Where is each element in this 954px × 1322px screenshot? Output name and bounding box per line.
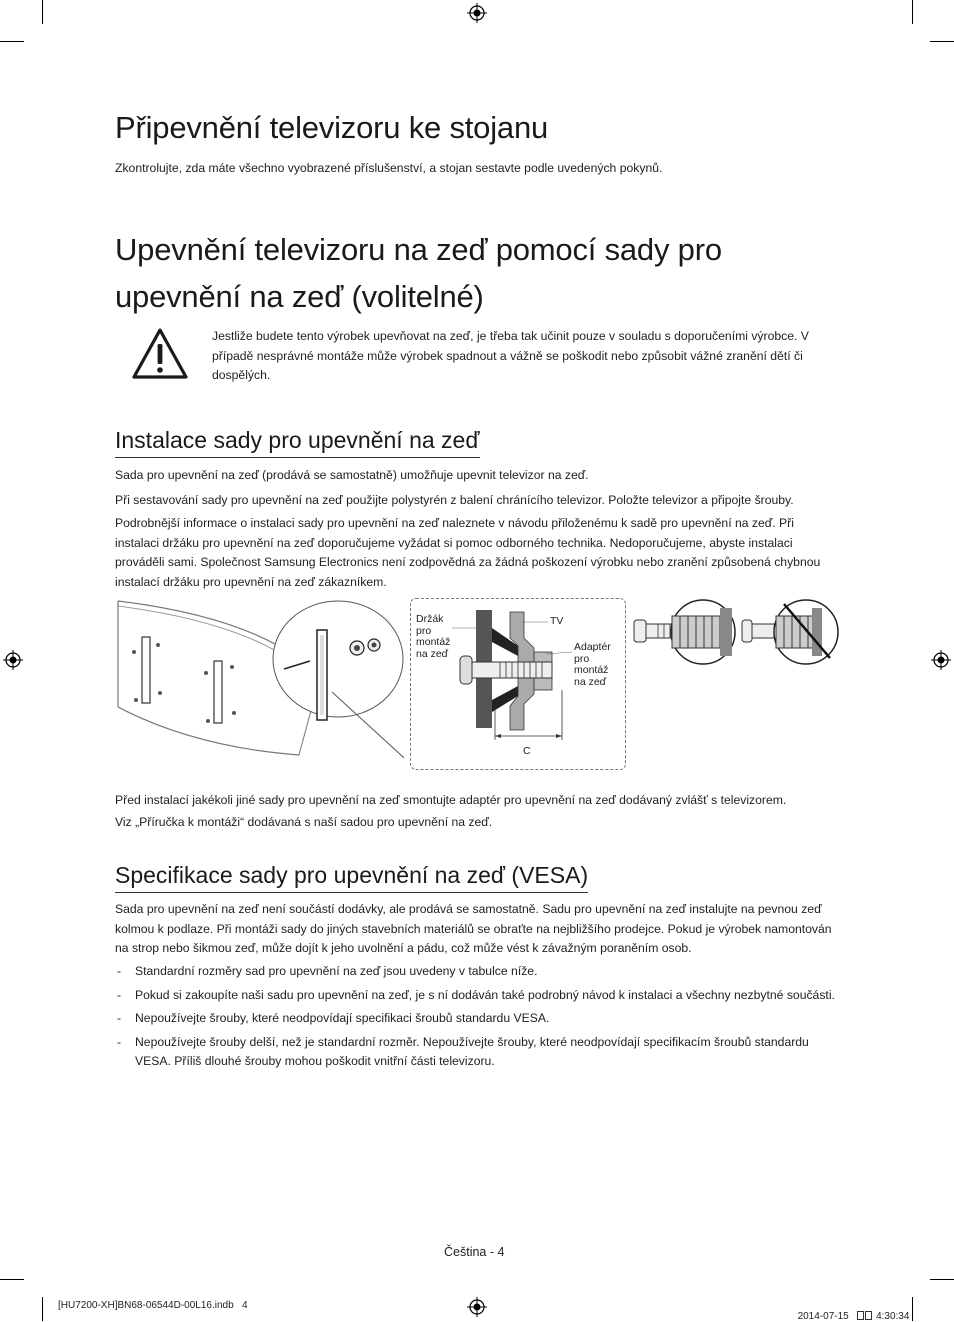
vesa-bullet-list: [115, 962, 835, 1076]
vesa-title: [115, 862, 588, 893]
screw-correct-icon: [628, 598, 736, 666]
label-bracket: Držák pro montáž na zeď: [416, 613, 451, 660]
note-paragraph-2: Viz „Příručka k montáži“ dodávaná s naší sadou pro upevnění na zeď.: [115, 815, 493, 829]
list-item: - Standardní rozměry sad pro upevnění na zeď jsou uvedeny v tabulce níže.: [117, 964, 538, 978]
section-wall-title-line2: upevnění na zeď (volitelné): [115, 279, 484, 314]
page-title: Připevnění televizoru ke stojanu: [115, 110, 549, 145]
label-c: C: [523, 745, 531, 757]
install-title: [115, 427, 480, 458]
registration-mark-icon: [467, 3, 487, 23]
crop-mark: [930, 41, 954, 42]
vesa-heading: Specifikace sady pro upevnění na zeď (VESA): [115, 862, 588, 893]
crop-mark: [930, 1279, 954, 1280]
note-paragraph-1: Před instalací jakékoli jiné sady pro upevnění na zeď smontujte adaptér pro upevnění na zeď dodávaný zvlášť s televizorem.: [115, 793, 787, 807]
footer-file-name: [HU7200-XH]BN68-06544D-00L16.indb 4: [58, 1300, 248, 1311]
registration-mark-icon: [467, 1297, 487, 1317]
tv-back-illustration: [114, 597, 404, 772]
box-glyph-icon: [865, 1311, 872, 1320]
crop-mark: [0, 41, 24, 42]
label-adapter: Adaptér pro montáž na zeď: [574, 641, 611, 688]
vesa-paragraph: Sada pro upevnění na zeď není součástí dodávky, ale prodává se samostatně. Sadu pro upevnění na zeď instalujte na pevnou zeď kolmou k podlaze. Při montáži sady do jiných stavebních materiálů se obraťte na nejbližšího prodejce. Pokud je výrobek namontován na strop nebo šikmou zeď, může dojít k jeho uvolnění a pádu, což může vést k závažným poraněním osob.: [115, 902, 832, 956]
footer-timestamp: 2014-07-15 4:30:34: [797, 1311, 910, 1322]
install-paragraph-2: Při sestavování sady pro upevnění na zeď použijte polystyrén z balení chránícího televizor. Položte televizor a připojte šrouby.: [115, 493, 794, 507]
intro-text: Zkontrolujte, zda máte všechno vyobrazené příslušenství, a stojan sestavte podle uvedených pokynů.: [115, 161, 663, 175]
install-paragraph-1: Sada pro upevnění na zeď (prodává se samostatně) umožňuje upevnit televizor na zeď.: [115, 468, 589, 482]
list-item: - Nepoužívejte šrouby delší, než je standardní rozměr. Nepoužívejte šrouby, které neodpovídají specifikacím šroubů standardu VESA. Příliš dlouhé šrouby mohou poškodit vnitřní části televizoru.: [117, 1034, 809, 1069]
section-wall-title-line1: Upevnění televizoru na zeď pomocí sady pro: [115, 232, 722, 267]
label-tv: TV: [550, 615, 564, 627]
list-item: - Nepoužívejte šrouby, které neodpovídají specifikaci šroubů standardu VESA.: [117, 1011, 550, 1026]
page-number: Čeština - 4: [444, 1245, 505, 1259]
list-item: - Pokud si zakoupíte naši sadu pro upevnění na zeď, je s ní dodáván také podrobný návod k instalaci a všechny nezbytné součásti.: [117, 987, 835, 1002]
registration-mark-icon: [931, 650, 951, 670]
crop-mark: [912, 0, 913, 24]
section-wall-title: [115, 226, 722, 320]
warning-text: Jestliže budete tento výrobek upevňovat na zeď, je třeba tak učinit pouze v souladu s doporučeními výrobce. V případě nesprávné montáže může výrobek spadnout a vážně se poškodit nebo způsobit vážné zranění dětí či dospělých.: [212, 329, 809, 383]
registration-mark-icon: [3, 650, 23, 670]
install-heading: Instalace sady pro upevnění na zeď: [115, 427, 480, 458]
crop-mark: [42, 1297, 43, 1321]
box-glyph-icon: [857, 1311, 864, 1320]
crop-mark: [42, 0, 43, 24]
screw-incorrect-icon: [740, 598, 840, 666]
install-paragraph-3: Podrobnější informace o instalaci sady pro upevnění na zeď naleznete v návodu přiloženému k sadě pro upevnění na zeď. Při instalaci držáku pro upevnění na zeď doporučujeme vyžádat si pomoc odborného technika. Nedoporučujeme, abyste instalaci prováděli sami. Společnost Samsung Electronics není zodpovědná za žádná poškození výrobku nebo zranění způsobená chybnou instalací držáku pro upevnění na zeď zákazníkem.: [115, 516, 821, 589]
crop-mark: [912, 1297, 913, 1321]
warning-triangle-icon: [131, 327, 189, 381]
crop-mark: [0, 1279, 24, 1280]
